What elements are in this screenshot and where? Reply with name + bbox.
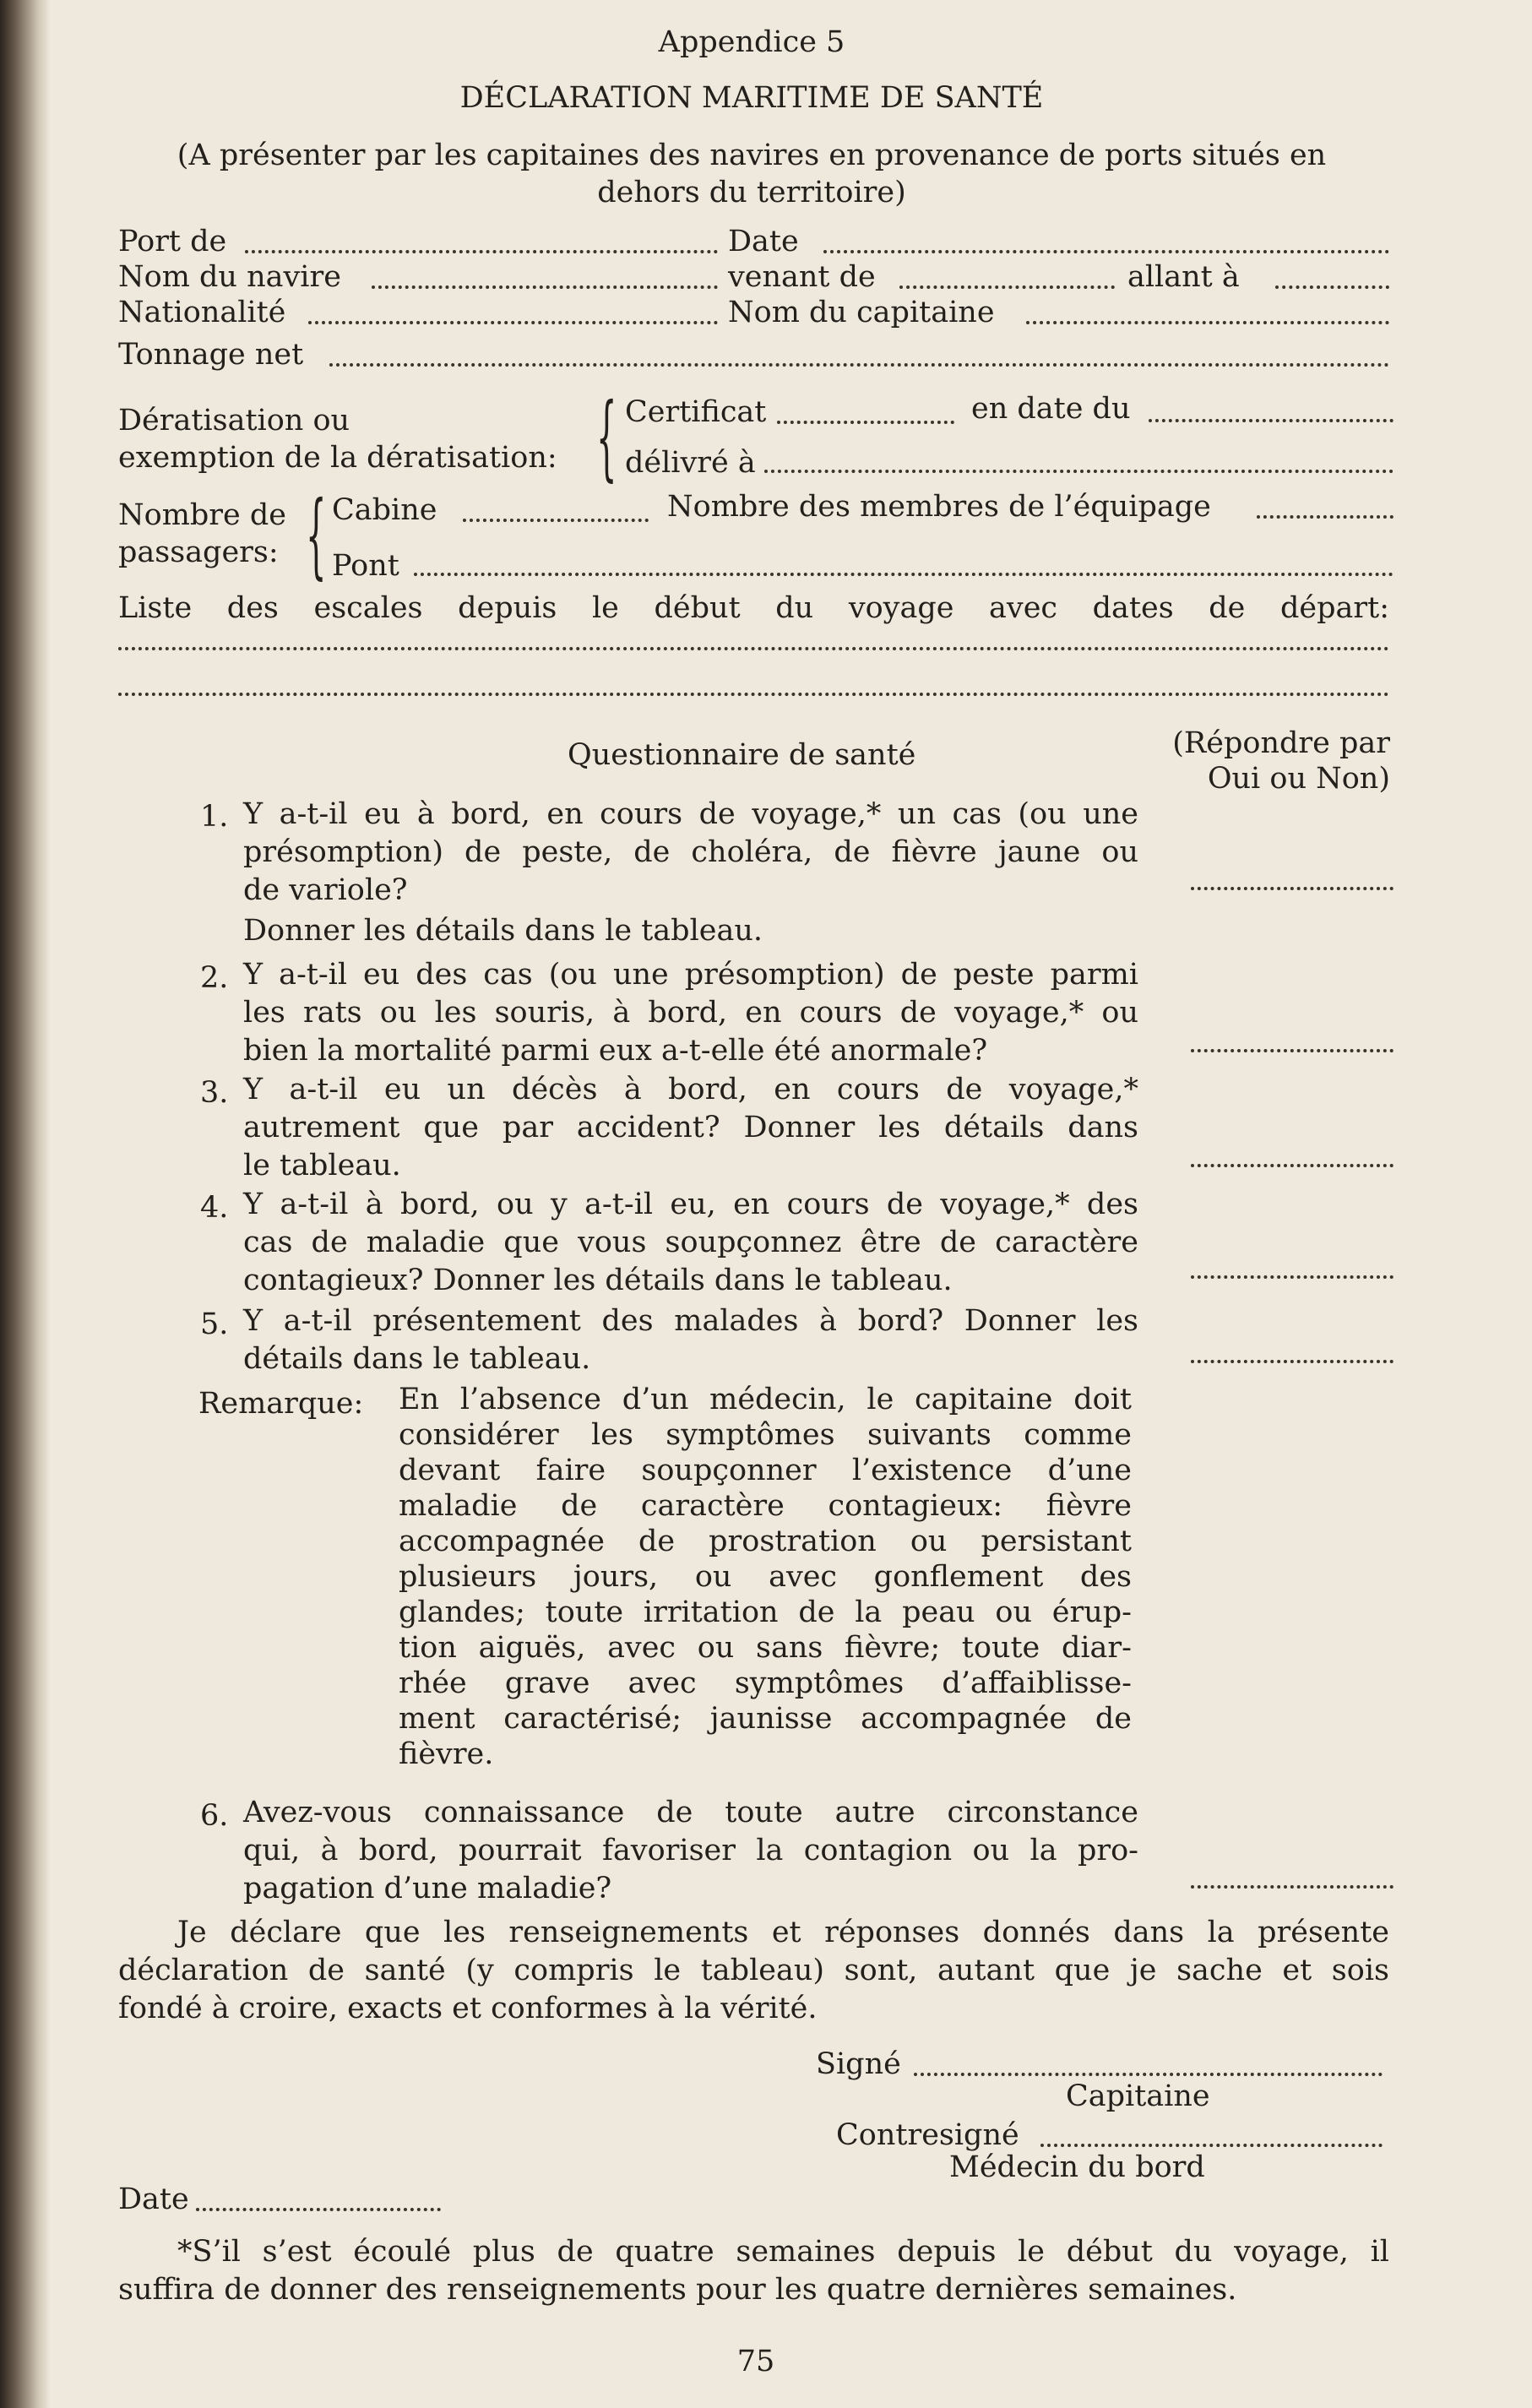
question-1-answer[interactable] [1191, 887, 1393, 890]
coming-from-label: venant de [728, 260, 876, 294]
question-5-text: Y a-t-il présentement des malades à bord? Donner les détails dans le tableau. [243, 1304, 1138, 1376]
captain-caption: Capitaine [1066, 2079, 1210, 2113]
tonnage-field[interactable] [329, 363, 1389, 367]
question-2-answer[interactable] [1191, 1049, 1393, 1052]
question-5-answer[interactable] [1191, 1360, 1393, 1363]
question-4-answer[interactable] [1191, 1275, 1393, 1279]
issued-at-field[interactable] [764, 470, 1393, 473]
remark-label: Remarque: [198, 1387, 364, 1421]
ship-name-label: Nom du navire [118, 260, 341, 294]
subtitle-line-1: (A présenter par les capitaines des navires en provenance de ports situés en [177, 139, 1327, 172]
certificate-date-label: en date du [971, 392, 1131, 426]
crew-count-field[interactable] [1257, 515, 1393, 519]
port-label: Port de [118, 225, 227, 258]
question-5-number: 5. [200, 1307, 229, 1341]
countersigned-field[interactable] [1040, 2144, 1383, 2147]
date-signature-field[interactable] [196, 2208, 441, 2211]
date-field[interactable] [823, 250, 1389, 253]
deck-field[interactable] [414, 573, 1393, 576]
going-to-label: allant à [1127, 260, 1240, 294]
ports-of-call-field-2[interactable] [118, 693, 1389, 696]
passengers-brace: { [306, 481, 327, 589]
cabin-label: Cabine [332, 493, 437, 527]
ports-of-call-label: Liste des escales depuis le début du voyage avec dates de départ: [118, 591, 1389, 625]
tonnage-label: Tonnage net [118, 338, 304, 372]
question-2-text: Y a-t-il eu des cas (ou une présomption) de peste parmi les rats ou les souris, à bord, en cours de voyage,* ou bien la mortalité parmi eux a-t-elle été anormale? [243, 958, 1138, 1068]
document-title: DÉCLARATION MARITIME DE SANTÉ [459, 81, 1044, 115]
question-1-details: Donner les détails dans le tableau. [243, 914, 763, 948]
passengers-label-1: Nombre de [118, 498, 286, 532]
question-6-text: Avez-vous connaissance de toute autre circonstance qui, à bord, pourrait favoriser la contagion ou la pro- pagation d’une maladie? [243, 1796, 1138, 1905]
question-6-number: 6. [200, 1799, 229, 1833]
date-label: Date [728, 225, 799, 258]
remark-text: En l’absence d’un médecin, le capitaine doit considérer les symptômes suivants comme devant faire soupçonner l’existence d’une maladie de caractère contagieux: fièvre accompagnée de prostration ou persistant plusieurs jours, ou avec gonflement des glandes; toute irritation de la peau ou érup- tion aiguës, avec ou sans fièvre; toute diar- rhée grave avec symptômes d’affaiblisse- ment caractérisé; jaunisse accompagnée de fièvre. [399, 1383, 1132, 1771]
deratisation-brace: { [596, 383, 617, 491]
appendix-label: Appendice 5 [658, 25, 845, 59]
question-2-number: 2. [200, 961, 229, 995]
captain-name-field[interactable] [1026, 321, 1389, 324]
deratisation-label-1: Dératisation ou [118, 404, 350, 438]
subtitle-line-2: dehors du territoire) [597, 176, 906, 209]
certificate-field[interactable] [777, 421, 954, 424]
answer-hint-line-1: (Répondre par [1172, 726, 1390, 760]
cabin-field[interactable] [463, 519, 649, 522]
crew-count-label: Nombre des membres de l’équipage [667, 490, 1211, 524]
questionnaire-title: Questionnaire de santé [568, 738, 916, 772]
captain-name-label: Nom du capitaine [728, 296, 995, 329]
passengers-label-2: passagers: [118, 535, 279, 569]
date-signature-label: Date [118, 2182, 189, 2216]
nationality-field[interactable] [308, 321, 718, 324]
port-field[interactable] [245, 250, 718, 253]
deratisation-label-2: exemption de la dératisation: [118, 441, 557, 475]
question-6-answer[interactable] [1191, 1885, 1393, 1889]
nationality-label: Nationalité [118, 296, 286, 329]
page-number: 75 [736, 2345, 775, 2378]
question-3-number: 3. [200, 1076, 229, 1110]
coming-from-field[interactable] [899, 285, 1115, 289]
question-3-text: Y a-t-il eu un décès à bord, en cours de voyage,* autrement que par accident? Donner les détails dans le tableau. [243, 1073, 1138, 1182]
question-3-answer[interactable] [1191, 1164, 1393, 1167]
ship-doctor-caption: Médecin du bord [949, 2150, 1205, 2184]
question-4-text: Y a-t-il à bord, ou y a-t-il eu, en cours de voyage,* des cas de maladie que vous soupçonnez être de caractère contagieux? Donner les détails dans le tableau. [243, 1188, 1138, 1297]
question-4-number: 4. [200, 1191, 229, 1225]
signed-field[interactable] [914, 2073, 1383, 2076]
certificate-date-field[interactable] [1149, 419, 1393, 422]
certificate-label: Certificat [625, 395, 767, 429]
question-1-number: 1. [200, 800, 229, 834]
deck-label: Pont [332, 549, 399, 583]
declaration-text: Je déclare que les renseignements et réponses donnés dans la présente déclaration de santé (y compris le tableau) sont, autant que je sache et sois fondé à croire, exacts et conformes à la vérité. [118, 1916, 1389, 2025]
issued-at-label: délivré à [625, 446, 756, 480]
ports-of-call-field-1[interactable] [118, 647, 1389, 650]
question-1-text: Y a-t-il eu à bord, en cours de voyage,* un cas (ou une présomption) de peste, de choléra, de fièvre jaune ou de variole? [243, 797, 1138, 907]
going-to-field[interactable] [1275, 285, 1389, 289]
answer-hint-line-2: Oui ou Non) [1207, 762, 1390, 796]
signed-label: Signé [816, 2047, 901, 2081]
countersigned-label: Contresigné [836, 2118, 1019, 2152]
footnote: *S’il s’est écoulé plus de quatre semaines depuis le début du voyage, il suffira de donner des renseignements pour les quatre dernières semaines. [118, 2235, 1389, 2307]
ship-name-field[interactable] [372, 285, 718, 289]
book-spine-shadow [0, 0, 51, 2408]
